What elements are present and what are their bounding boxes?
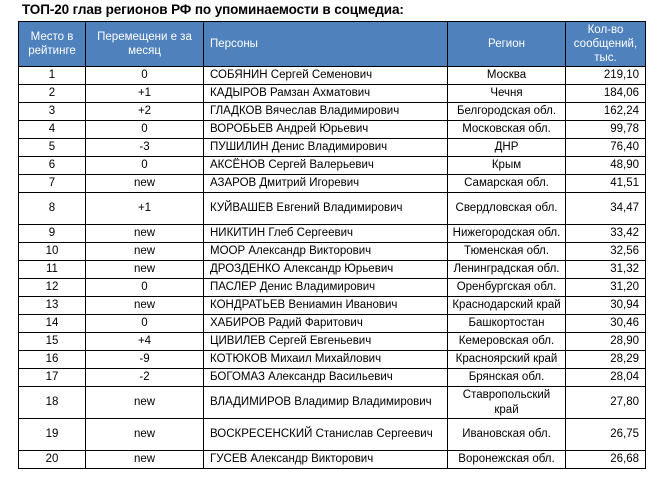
cell-change: new <box>86 225 204 243</box>
table-row <box>19 351 646 369</box>
cell-count: 41,51 <box>566 175 646 193</box>
cell-change: new <box>86 175 204 193</box>
table-row <box>19 67 646 85</box>
cell-count: 28,90 <box>566 333 646 351</box>
table-row <box>19 139 646 157</box>
table-header-row <box>19 22 646 67</box>
table-row <box>19 193 646 225</box>
table-row <box>19 157 646 175</box>
cell-region: Красноярский край <box>448 351 566 369</box>
cell-rank: 12 <box>19 279 86 297</box>
cell-rank: 6 <box>19 157 86 175</box>
cell-rank: 14 <box>19 315 86 333</box>
cell-change: 0 <box>86 121 204 139</box>
cell-count: 27,80 <box>566 387 646 419</box>
cell-change: new <box>86 261 204 279</box>
cell-region: Москва <box>448 67 566 85</box>
cell-rank: 3 <box>19 103 86 121</box>
cell-region: Ивановская обл. <box>448 419 566 451</box>
cell-region: Оренбургская обл. <box>448 279 566 297</box>
cell-change: -2 <box>86 369 204 387</box>
cell-person: ПУШИЛИН Денис Владимирович <box>204 139 448 157</box>
cell-region: Ленинградская обл. <box>448 261 566 279</box>
page-title: ТОП-20 глав регионов РФ по упоминаемости в соцмедиа: <box>22 2 404 17</box>
cell-rank: 19 <box>19 419 86 451</box>
cell-person: ГУСЕВ Александр Викторович <box>204 451 448 469</box>
cell-count: 33,42 <box>566 225 646 243</box>
cell-person: ГЛАДКОВ Вячеслав Владимирович <box>204 103 448 121</box>
cell-change: +1 <box>86 85 204 103</box>
cell-count: 31,32 <box>566 261 646 279</box>
cell-count: 31,20 <box>566 279 646 297</box>
cell-change: +2 <box>86 103 204 121</box>
cell-change: new <box>86 387 204 419</box>
cell-person: СОБЯНИН Сергей Семенович <box>204 67 448 85</box>
table-body <box>19 67 646 469</box>
cell-person: ПАСЛЕР Денис Владимирович <box>204 279 448 297</box>
cell-rank: 8 <box>19 193 86 225</box>
cell-person: КАДЫРОВ Рамзан Ахматович <box>204 85 448 103</box>
cell-rank: 15 <box>19 333 86 351</box>
table-row <box>19 175 646 193</box>
cell-rank: 5 <box>19 139 86 157</box>
cell-region: Самарская обл. <box>448 175 566 193</box>
cell-count: 28,29 <box>566 351 646 369</box>
cell-count: 48,90 <box>566 157 646 175</box>
table-row <box>19 279 646 297</box>
cell-change: new <box>86 297 204 315</box>
table-row <box>19 451 646 469</box>
cell-region: Башкортостан <box>448 315 566 333</box>
table-row <box>19 243 646 261</box>
cell-region: Воронежская обл. <box>448 451 566 469</box>
cell-count: 26,75 <box>566 419 646 451</box>
table-row <box>19 85 646 103</box>
cell-count: 28,04 <box>566 369 646 387</box>
cell-person: МООР Александр Викторович <box>204 243 448 261</box>
cell-change: +4 <box>86 333 204 351</box>
cell-change: 0 <box>86 279 204 297</box>
cell-count: 162,24 <box>566 103 646 121</box>
cell-region: Московская обл. <box>448 121 566 139</box>
cell-rank: 13 <box>19 297 86 315</box>
cell-change: -3 <box>86 139 204 157</box>
ranking-table <box>18 21 646 469</box>
cell-rank: 17 <box>19 369 86 387</box>
cell-person: ДРОЗДЕНКО Александр Юрьевич <box>204 261 448 279</box>
cell-region: Краснодарский край <box>448 297 566 315</box>
cell-rank: 20 <box>19 451 86 469</box>
cell-person: БОГОМАЗ Александр Васильевич <box>204 369 448 387</box>
cell-region: Тюменская обл. <box>448 243 566 261</box>
cell-person: КОНДРАТЬЕВ Вениамин Иванович <box>204 297 448 315</box>
table-row <box>19 121 646 139</box>
cell-rank: 4 <box>19 121 86 139</box>
cell-change: 0 <box>86 157 204 175</box>
cell-count: 34,47 <box>566 193 646 225</box>
cell-region: Белгородская обл. <box>448 103 566 121</box>
table-row <box>19 315 646 333</box>
cell-change: new <box>86 451 204 469</box>
cell-rank: 11 <box>19 261 86 279</box>
header-change: Перемещени е за месяц <box>86 22 204 67</box>
cell-change: 0 <box>86 67 204 85</box>
cell-count: 30,94 <box>566 297 646 315</box>
table-row <box>19 103 646 121</box>
cell-person: НИКИТИН Глеб Сергеевич <box>204 225 448 243</box>
cell-change: -9 <box>86 351 204 369</box>
cell-region: Нижегородская обл. <box>448 225 566 243</box>
table-row <box>19 369 646 387</box>
cell-rank: 10 <box>19 243 86 261</box>
cell-region: Ставропольский край <box>448 387 566 419</box>
cell-region: Чечня <box>448 85 566 103</box>
cell-change: new <box>86 419 204 451</box>
cell-count: 219,10 <box>566 67 646 85</box>
header-person: Персоны <box>204 22 448 67</box>
table-row <box>19 225 646 243</box>
cell-person: КОТЮКОВ Михаил Михайлович <box>204 351 448 369</box>
header-region: Регион <box>448 22 566 67</box>
cell-rank: 16 <box>19 351 86 369</box>
cell-region: ДНР <box>448 139 566 157</box>
cell-region: Крым <box>448 157 566 175</box>
cell-person: АЗАРОВ Дмитрий Игоревич <box>204 175 448 193</box>
cell-person: ВОСКРЕСЕНСКИЙ Станислав Сергеевич <box>204 419 448 451</box>
table-row <box>19 261 646 279</box>
header-count: Кол-во сообщений, тыс. <box>566 22 646 67</box>
cell-region: Брянская обл. <box>448 369 566 387</box>
cell-region: Свердловская обл. <box>448 193 566 225</box>
cell-rank: 7 <box>19 175 86 193</box>
table-row <box>19 419 646 451</box>
cell-person: ЦИВИЛЕВ Сергей Евгеньевич <box>204 333 448 351</box>
header-rank: Место в рейтинге <box>19 22 86 67</box>
cell-count: 184,06 <box>566 85 646 103</box>
cell-count: 76,40 <box>566 139 646 157</box>
cell-count: 32,56 <box>566 243 646 261</box>
cell-change: new <box>86 243 204 261</box>
cell-person: АКСЁНОВ Сергей Валерьевич <box>204 157 448 175</box>
table-row <box>19 297 646 315</box>
cell-count: 99,78 <box>566 121 646 139</box>
table-row <box>19 333 646 351</box>
cell-rank: 9 <box>19 225 86 243</box>
cell-person: ХАБИРОВ Радий Фаритович <box>204 315 448 333</box>
cell-rank: 1 <box>19 67 86 85</box>
cell-rank: 2 <box>19 85 86 103</box>
cell-rank: 18 <box>19 387 86 419</box>
cell-person: ВОРОБЬЕВ Андрей Юрьевич <box>204 121 448 139</box>
cell-change: 0 <box>86 315 204 333</box>
cell-change: +1 <box>86 193 204 225</box>
cell-count: 30,46 <box>566 315 646 333</box>
cell-person: ВЛАДИМИРОВ Владимир Владимирович <box>204 387 448 419</box>
cell-person: КУЙВАШЕВ Евгений Владимирович <box>204 193 448 225</box>
table-row <box>19 387 646 419</box>
cell-count: 26,68 <box>566 451 646 469</box>
cell-region: Кемеровская обл. <box>448 333 566 351</box>
